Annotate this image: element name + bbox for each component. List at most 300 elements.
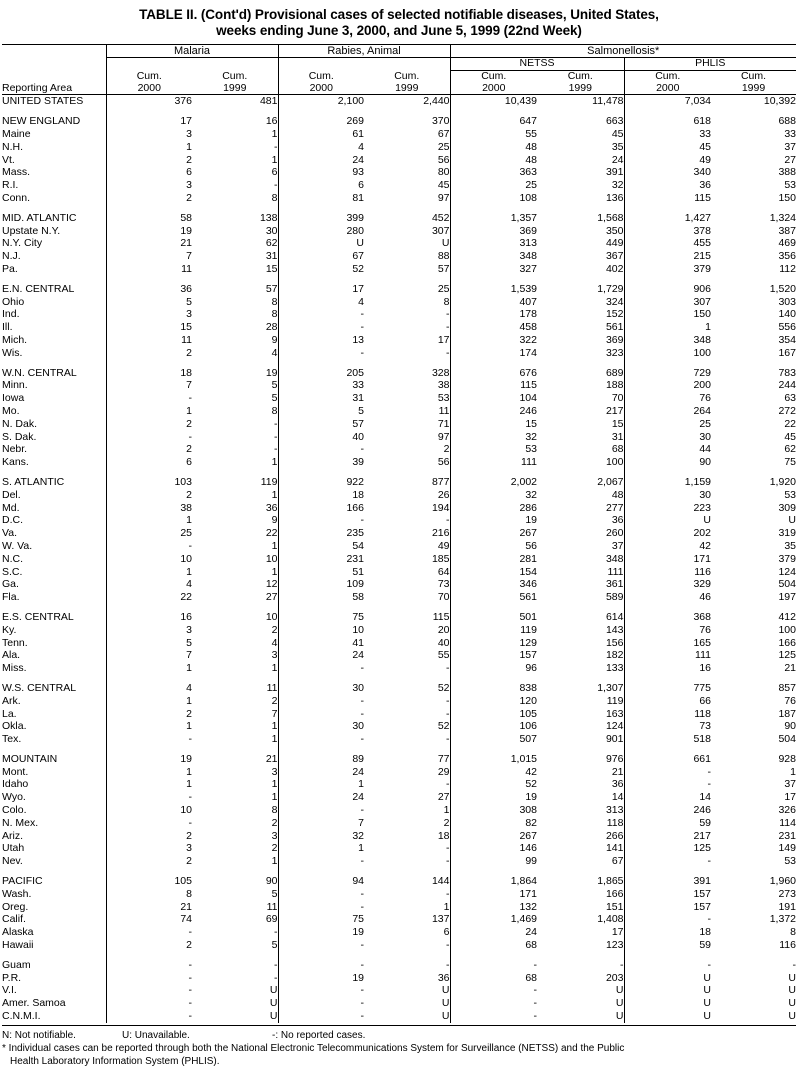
- row-value: 16: [265, 115, 278, 128]
- row-value: 74: [106, 913, 192, 926]
- row-value: 45: [624, 141, 711, 154]
- row-area-label: E.S. CENTRAL: [2, 610, 74, 623]
- row-value: 11: [438, 404, 450, 417]
- row-value: 901: [605, 733, 624, 746]
- row-area-label: Mich.: [2, 333, 28, 346]
- row-value: 106: [450, 720, 537, 733]
- row-value: -: [274, 926, 278, 939]
- header-cum-3: Cum.: [278, 70, 364, 82]
- row-value: 267: [450, 527, 537, 540]
- row-value: 10: [106, 804, 192, 817]
- row-value: 329: [624, 578, 711, 591]
- notifiable-diseases-table: [2, 44, 796, 1023]
- row-value: 19: [106, 753, 192, 766]
- row-value: 367: [605, 250, 624, 263]
- header-year-2: 1999: [223, 81, 247, 94]
- row-value: 1: [443, 804, 450, 817]
- row-value: 53: [450, 443, 537, 456]
- row-value: 61: [278, 128, 364, 141]
- row-spacer: [2, 746, 796, 753]
- row-value: 24: [278, 154, 364, 167]
- row-value: 1: [278, 778, 364, 791]
- row-value: 8: [271, 804, 278, 817]
- row-value: 24: [278, 766, 364, 779]
- row-value: 200: [624, 379, 711, 392]
- row-value: -: [106, 791, 192, 804]
- table-row: [2, 379, 796, 392]
- row-value: 1,520: [769, 282, 796, 295]
- row-value: U: [269, 984, 278, 997]
- row-value: 618: [624, 115, 711, 128]
- row-value: -: [106, 972, 192, 985]
- row-value: 67: [611, 855, 624, 868]
- row-value: 2: [271, 694, 278, 707]
- row-value: 26: [437, 488, 450, 501]
- row-value: 2: [443, 443, 450, 456]
- table-row: [2, 766, 796, 779]
- row-area-label: N. Dak.: [2, 417, 38, 430]
- row-value: 18: [624, 926, 711, 939]
- row-area-label: S. Dak.: [2, 430, 37, 443]
- row-area-label: V.I.: [2, 984, 17, 997]
- row-value: 379: [778, 552, 796, 565]
- row-value: 370: [431, 115, 450, 128]
- row-value: 36: [437, 971, 450, 984]
- row-value: 36: [106, 283, 192, 296]
- row-value: 313: [450, 237, 537, 250]
- row-value: 111: [607, 565, 624, 578]
- row-value: -: [446, 346, 450, 359]
- row-value: -: [624, 766, 711, 779]
- row-value: 167: [778, 346, 796, 359]
- row-value: 14: [611, 791, 624, 804]
- row-value: 119: [260, 475, 278, 488]
- row-value: -: [446, 887, 450, 900]
- row-area-label: Ala.: [2, 649, 21, 662]
- row-spacer: [2, 604, 796, 611]
- row-value: 1: [271, 153, 278, 166]
- row-value: 235: [278, 527, 364, 540]
- header-row-groups: [2, 44, 796, 57]
- row-value: 123: [605, 939, 624, 952]
- row-area-label: Guam: [2, 958, 31, 971]
- row-value: U: [441, 997, 450, 1010]
- row-value: 326: [778, 804, 796, 817]
- row-value: 73: [624, 720, 711, 733]
- row-value: -: [624, 959, 711, 972]
- row-value: 6: [443, 926, 450, 939]
- row-value: 647: [450, 115, 537, 128]
- row-value: 29: [437, 765, 450, 778]
- row-value: 7: [106, 250, 192, 263]
- table-row: [2, 141, 796, 154]
- row-value: 56: [437, 153, 450, 166]
- row-value: 369: [605, 333, 624, 346]
- table-row: [2, 321, 796, 334]
- row-value: U: [788, 514, 796, 527]
- row-value: U: [788, 971, 796, 984]
- table-row: [2, 367, 796, 380]
- row-value: 12: [265, 578, 278, 591]
- row-value: 17: [437, 333, 450, 346]
- row-value: -: [446, 662, 450, 675]
- row-value: 39: [278, 456, 364, 469]
- row-value: 32: [450, 489, 537, 502]
- row-value: 2: [106, 347, 192, 360]
- row-value: 157: [450, 649, 537, 662]
- table-row: [2, 695, 796, 708]
- row-value: 105: [450, 708, 537, 721]
- row-value: 1: [106, 720, 192, 733]
- row-value: -: [446, 308, 450, 321]
- row-value: 52: [278, 263, 364, 276]
- table-row: [2, 553, 796, 566]
- row-value: -: [278, 901, 364, 914]
- row-value: -: [106, 984, 192, 997]
- footer-divider: [2, 1025, 796, 1026]
- row-value: 661: [624, 753, 711, 766]
- row-value: 146: [450, 842, 537, 855]
- row-value: 266: [605, 829, 624, 842]
- row-value: 5: [271, 379, 278, 392]
- row-value: 391: [605, 166, 624, 179]
- row-value: -: [446, 842, 450, 855]
- row-area-label: N.J.: [2, 250, 21, 263]
- row-value: -: [278, 514, 364, 527]
- row-value: 1: [271, 128, 278, 141]
- row-value: -: [624, 778, 711, 791]
- row-value: 303: [778, 295, 796, 308]
- row-area-label: Tex.: [2, 733, 22, 746]
- row-value: 114: [779, 816, 796, 829]
- row-value: 115: [450, 379, 537, 392]
- row-value: 68: [611, 443, 624, 456]
- row-value: 140: [778, 308, 796, 321]
- footnote-dash: -: No reported cases.: [272, 1029, 366, 1041]
- table-row: [2, 984, 796, 997]
- row-value: 53: [784, 179, 796, 192]
- row-value: 188: [605, 379, 624, 392]
- table-row: [2, 431, 796, 444]
- row-value: 38: [437, 379, 450, 392]
- row-value: 82: [450, 817, 537, 830]
- row-value: 20: [437, 623, 450, 636]
- table-row: [2, 649, 796, 662]
- row-value: -: [450, 1010, 537, 1023]
- row-value: 58: [106, 212, 192, 225]
- header-year-8: 1999: [741, 81, 766, 94]
- header-cum-7: Cum.: [624, 70, 711, 82]
- table-footnotes: [2, 1028, 796, 1069]
- row-area-label: Fla.: [2, 591, 20, 604]
- row-value: 59: [624, 939, 711, 952]
- row-value: 56: [437, 456, 450, 469]
- table-row: [2, 334, 796, 347]
- row-value: 17: [611, 926, 624, 939]
- row-value: -: [274, 958, 278, 971]
- row-value: 269: [278, 115, 364, 128]
- row-value: 688: [778, 115, 796, 128]
- row-value: 203: [605, 971, 624, 984]
- table-row: [2, 392, 796, 405]
- header-year-6: 1999: [568, 81, 592, 94]
- row-area-label: Wash.: [2, 887, 32, 900]
- row-value: 877: [431, 475, 450, 488]
- row-value: 589: [605, 591, 624, 604]
- row-value: 16: [624, 662, 711, 675]
- row-value: 1,307: [597, 681, 624, 694]
- table-row: [2, 250, 796, 263]
- row-value: -: [278, 733, 364, 746]
- row-value: 281: [450, 553, 537, 566]
- row-value: 129: [450, 637, 537, 650]
- row-value: 75: [278, 611, 364, 624]
- header-row-subgroups: [2, 57, 796, 70]
- row-value: 59: [624, 817, 711, 830]
- row-value: 32: [278, 830, 364, 843]
- row-value: 6: [106, 166, 192, 179]
- row-value: 24: [278, 649, 364, 662]
- row-area-label: Ga.: [2, 578, 19, 591]
- table-row: [2, 791, 796, 804]
- row-value: 42: [624, 540, 711, 553]
- row-area-label: Ill.: [2, 321, 13, 334]
- row-value: 36: [611, 778, 624, 791]
- row-value: 775: [624, 682, 711, 695]
- row-value: -: [278, 939, 364, 952]
- row-value: 309: [778, 501, 796, 514]
- row-value: 1: [271, 720, 278, 733]
- table-row: [2, 708, 796, 721]
- row-value: 6: [278, 179, 364, 192]
- row-value: 387: [778, 224, 796, 237]
- row-value: 103: [106, 476, 192, 489]
- table-row: [2, 476, 796, 489]
- row-value: 10: [265, 610, 278, 623]
- row-value: 8: [790, 926, 796, 939]
- table-row: [2, 972, 796, 985]
- row-value: 2: [271, 842, 278, 855]
- row-value: 313: [605, 804, 624, 817]
- row-value: 556: [778, 321, 796, 334]
- row-area-label: W.N. CENTRAL: [2, 366, 77, 379]
- footnote-asterisk-line-1: * Individual cases can be reported through both the National Electronic Telecommunications System for Surveillance (NETSS) and the Public: [2, 1043, 625, 1055]
- row-area-label: W.S. CENTRAL: [2, 681, 77, 694]
- table-row: [2, 514, 796, 527]
- row-value: 6: [271, 166, 278, 179]
- row-area-label: D.C.: [2, 514, 23, 527]
- row-value: -: [446, 778, 450, 791]
- footnote-n: N: Not notifiable.: [2, 1029, 76, 1041]
- row-area-label: MOUNTAIN: [2, 752, 58, 765]
- row-value: -: [278, 308, 364, 321]
- row-value: 19: [450, 791, 537, 804]
- row-value: 48: [611, 488, 624, 501]
- row-value: 40: [278, 431, 364, 444]
- row-value: 1,729: [597, 282, 624, 295]
- row-value: 391: [624, 875, 711, 888]
- row-value: 3: [106, 308, 192, 321]
- row-area-label: Ohio: [2, 295, 25, 308]
- row-value: -: [278, 984, 364, 997]
- row-value: 1: [106, 778, 192, 791]
- row-spacer: [2, 360, 796, 367]
- row-value: 112: [779, 263, 796, 275]
- table-row: [2, 115, 796, 128]
- table-row: [2, 875, 796, 888]
- header-cum-2: Cum.: [222, 69, 248, 82]
- row-value: 4: [278, 296, 364, 309]
- row-value: 120: [450, 695, 537, 708]
- row-value: 31: [611, 430, 624, 443]
- row-value: 19: [278, 972, 364, 985]
- row-value: -: [278, 708, 364, 721]
- row-value: 217: [605, 404, 624, 417]
- row-value: 21: [784, 662, 796, 675]
- table-row: [2, 682, 796, 695]
- row-value: 15: [611, 417, 624, 430]
- row-value: 100: [605, 456, 624, 469]
- row-value: 2: [106, 708, 192, 721]
- row-value: 388: [778, 166, 796, 179]
- header-row-cum: [2, 70, 796, 82]
- row-value: 307: [624, 296, 711, 309]
- row-value: 11: [266, 681, 278, 694]
- row-value: 22: [784, 417, 796, 430]
- row-value: 174: [450, 347, 537, 360]
- row-value: 1: [271, 456, 278, 469]
- table-row: [2, 997, 796, 1010]
- row-value: 66: [624, 695, 711, 708]
- row-value: 3: [106, 179, 192, 192]
- row-value: 48: [450, 141, 537, 154]
- row-value: 18: [278, 489, 364, 502]
- row-value: 141: [605, 842, 624, 855]
- row-value: 481: [192, 95, 278, 108]
- row-area-label: NEW ENGLAND: [2, 115, 81, 128]
- row-value: -: [624, 913, 711, 926]
- row-value: 182: [605, 649, 624, 662]
- row-area-label: Miss.: [2, 662, 27, 675]
- table-row: [2, 888, 796, 901]
- table-row: [2, 179, 796, 192]
- row-value: 30: [624, 489, 711, 502]
- row-value: 30: [265, 224, 278, 237]
- row-value: 125: [624, 842, 711, 855]
- row-value: 7: [106, 379, 192, 392]
- row-area-label: Wis.: [2, 346, 23, 359]
- table-row: [2, 308, 796, 321]
- row-value: 63: [784, 392, 796, 405]
- row-value: 13: [278, 334, 364, 347]
- row-value: 90: [624, 456, 711, 469]
- row-value: 150: [778, 192, 796, 205]
- row-area-label: Nebr.: [2, 443, 28, 456]
- row-value: 185: [431, 552, 450, 565]
- row-area-label: N. Mex.: [2, 816, 39, 829]
- row-value: 10,392: [711, 95, 796, 108]
- row-value: 412: [778, 610, 796, 623]
- row-value: 51: [278, 566, 364, 579]
- row-value: 319: [778, 527, 796, 540]
- row-value: 90: [784, 720, 796, 733]
- table-row: [2, 443, 796, 456]
- row-value: 76: [784, 694, 796, 707]
- row-value: 272: [778, 404, 796, 417]
- row-value: 30: [278, 720, 364, 733]
- header-cum-6: Cum.: [567, 69, 593, 82]
- row-area-label: C.N.M.I.: [2, 1010, 41, 1023]
- row-value: 119: [606, 694, 624, 707]
- title-line-1: TABLE II. (Cont'd) Provisional cases of selected notifiable diseases, United States,: [139, 7, 659, 22]
- row-value: 7: [278, 817, 364, 830]
- row-value: 21: [106, 237, 192, 250]
- row-value: 152: [605, 308, 624, 321]
- row-value: 93: [278, 166, 364, 179]
- header-reporting-area: Reporting Area: [2, 82, 73, 95]
- row-value: 267: [450, 830, 537, 843]
- row-value: 11,478: [537, 95, 624, 108]
- row-area-label: Calif.: [2, 913, 26, 926]
- table-row: [2, 817, 796, 830]
- row-value: 8: [443, 295, 450, 308]
- table-row: [2, 166, 796, 179]
- row-value: 3: [106, 128, 192, 141]
- table-row: [2, 263, 796, 276]
- row-area-label: Wyo.: [2, 791, 26, 804]
- row-value: -: [274, 430, 278, 443]
- row-area-label: Ariz.: [2, 829, 23, 842]
- row-area-label: Del.: [2, 488, 21, 501]
- row-value: 217: [624, 830, 711, 843]
- row-value: -: [106, 1010, 192, 1023]
- row-value: -: [106, 926, 192, 939]
- row-value: 223: [624, 502, 711, 515]
- row-value: 205: [278, 367, 364, 380]
- row-value: 27: [437, 791, 450, 804]
- row-value: 2: [106, 939, 192, 952]
- row-value: -: [446, 694, 450, 707]
- row-value: -: [274, 443, 278, 456]
- table-row: [2, 855, 796, 868]
- row-value: 280: [278, 225, 364, 238]
- row-value: 5: [271, 939, 278, 952]
- row-value: 111: [624, 649, 711, 662]
- row-value: 1,324: [769, 211, 796, 224]
- row-value: 115: [624, 192, 711, 205]
- row-value: 231: [278, 553, 364, 566]
- row-value: 42: [450, 766, 537, 779]
- row-value: 49: [624, 154, 711, 167]
- table-row: [2, 225, 796, 238]
- row-value: 286: [450, 502, 537, 515]
- row-value: -: [274, 417, 278, 430]
- table-row: [2, 804, 796, 817]
- header-group-rabies: Rabies, Animal: [278, 44, 450, 57]
- header-year-1: 2000: [106, 82, 192, 95]
- row-value: 327: [450, 263, 537, 276]
- row-value: 783: [778, 366, 796, 379]
- header-subgroup-phlis: PHLIS: [624, 57, 796, 70]
- row-value: -: [274, 179, 278, 192]
- row-area-label: Oreg.: [2, 900, 29, 913]
- row-value: 191: [778, 900, 796, 913]
- row-value: U: [269, 997, 278, 1010]
- row-value: 1: [271, 791, 278, 804]
- row-value: -: [278, 804, 364, 817]
- row-value: -: [278, 443, 364, 456]
- row-value: 838: [450, 682, 537, 695]
